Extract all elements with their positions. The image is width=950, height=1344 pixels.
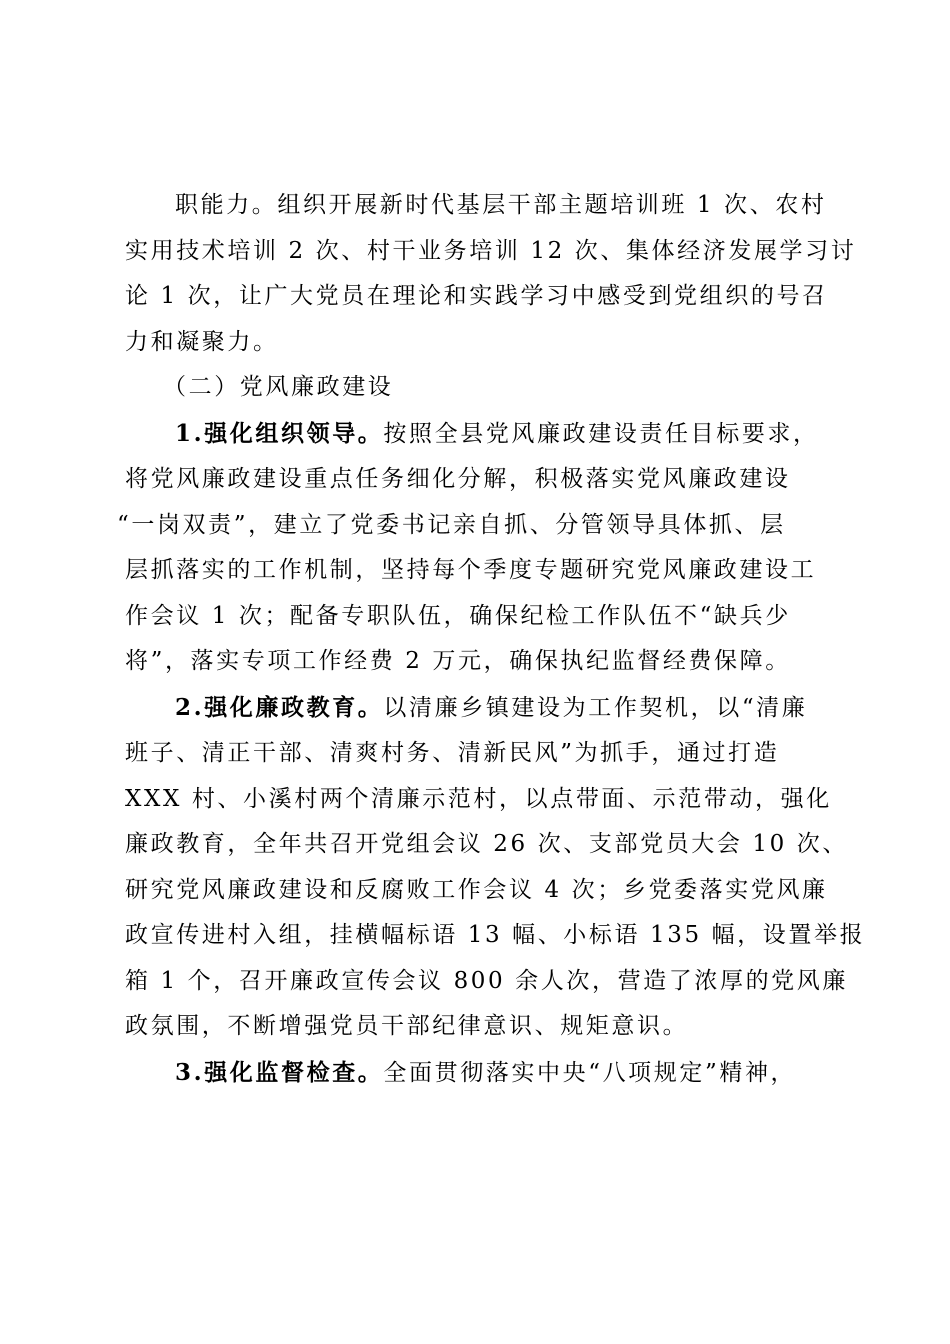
text-line: 政氛围，不断增强党员干部纪律意识、规矩意识。 <box>125 1013 689 1039</box>
item-lead-title: 2.强化廉政教育。 <box>175 693 384 721</box>
text-line: 作会议 1 次；配备专职队伍，确保纪检工作队伍不“缺兵少 <box>125 602 791 629</box>
text-line <box>125 1050 829 1097</box>
item-first-line: 全面贯彻落实中央“八项规定”精神， <box>383 1059 797 1086</box>
section-heading-text: （二）党风廉政建设 <box>163 374 394 400</box>
text-line: XXX 村、小溪村两个清廉示范村，以点带面、示范带动，强化 <box>125 785 832 812</box>
text-line: 将”，落实专项工作经费 2 万元，确保执纪监督经费保障。 <box>125 648 791 674</box>
item-first-line: 以清廉乡镇建设为工作契机，以“清廉 <box>383 694 808 721</box>
paragraph-item-3 <box>125 1050 829 1097</box>
section-heading <box>125 365 829 411</box>
paragraph-continuation <box>125 183 857 365</box>
text-line: “一岗双责”，建立了党委书记亲自抓、分管领导具体抓、层 <box>117 511 786 538</box>
text-line: 廉政教育，全年共召开党组会议 26 次、支部党员大会 10 次、 <box>125 831 848 857</box>
text-line: 职能力。组织开展新时代基层干部主题培训班 1 次、农村 <box>175 192 827 218</box>
document-page <box>117 183 866 1096</box>
paragraph-item-1 <box>117 411 829 685</box>
text-line: 班子、清正干部、清爽村务、清新民风”为抓手，通过打造 <box>125 740 780 766</box>
text-line: 层抓落实的工作机制，坚持每个季度专题研究党风廉政建设工 <box>125 557 817 583</box>
text-line: 力和凝聚力。 <box>125 328 279 355</box>
text-line: 将党风廉政建设重点任务细化分解，积极落实党风廉政建设 <box>125 466 791 492</box>
text-line <box>125 411 829 458</box>
text-line: 政宣传进村入组，挂横幅标语 13 幅、小标语 135 幅，设置举报 <box>125 922 866 948</box>
text-line: 研究党风廉政建设和反腐败工作会议 4 次；乡党委落实党风廉 <box>125 876 828 903</box>
item-lead-title: 3.强化监督检查。 <box>175 1058 384 1086</box>
item-first-line: 按照全县党风廉政建设责任目标要求， <box>383 420 819 447</box>
text-line: 实用技术培训 2 次、村干业务培训 12 次、集体经济发展学习讨 <box>125 237 857 264</box>
text-line <box>125 685 829 732</box>
paragraph-item-2 <box>125 685 866 1050</box>
text-line: 论 1 次，让广大党员在理论和实践学习中感受到党组织的号召 <box>125 283 828 309</box>
text-line: 箱 1 个，召开廉政宣传会议 800 余人次，营造了浓厚的党风廉 <box>125 967 848 994</box>
item-lead-title: 1.强化组织领导。 <box>175 419 384 447</box>
